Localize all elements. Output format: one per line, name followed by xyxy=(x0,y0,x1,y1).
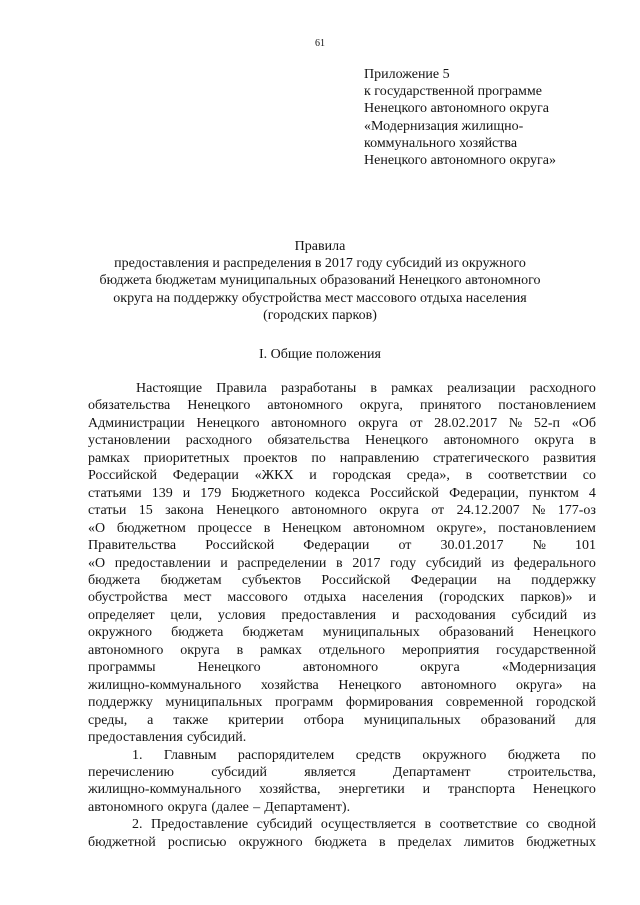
word: автономного xyxy=(88,799,164,815)
word: и xyxy=(309,468,317,484)
text-line xyxy=(88,764,596,781)
text-line xyxy=(88,415,596,432)
word: в xyxy=(263,520,271,536)
title-line: округа на поддержку обустройства мест массового отдыха населения xyxy=(113,290,527,306)
word: от xyxy=(398,538,412,554)
word: и xyxy=(588,590,596,606)
word: также xyxy=(173,712,209,728)
word: 15 xyxy=(138,503,153,519)
word: округа xyxy=(420,660,460,676)
word: проектов xyxy=(243,450,298,466)
word: и xyxy=(182,485,191,501)
text-line xyxy=(88,589,596,606)
word: государственной xyxy=(496,642,596,658)
word: соответствие xyxy=(439,817,518,833)
word: бюджета xyxy=(507,747,561,763)
paragraph-0 xyxy=(88,380,596,747)
word: автономного xyxy=(88,642,164,658)
word: принятого xyxy=(419,398,482,414)
word: Ненецкого xyxy=(196,415,260,431)
word: для xyxy=(575,712,596,728)
word: в xyxy=(378,834,386,850)
word: предоставлении xyxy=(114,555,211,571)
text-line xyxy=(88,659,596,676)
word: хозяйства, xyxy=(259,782,321,798)
page-number: 61 xyxy=(315,38,325,49)
word: «Модернизация xyxy=(501,660,596,676)
appendix-line: «Модернизация жилищно- xyxy=(364,118,524,134)
word: обязательства xyxy=(267,433,350,449)
word: субсидий xyxy=(511,607,568,623)
word: городской xyxy=(536,695,596,711)
word: субъектов xyxy=(241,572,302,588)
title-line: (городских парков) xyxy=(263,307,377,323)
word: федерального xyxy=(513,555,596,571)
word: предоставления xyxy=(281,607,377,623)
word: программы xyxy=(88,660,156,676)
word: 24.12.2007 xyxy=(456,503,520,519)
word: году xyxy=(389,555,417,571)
word: бюджета xyxy=(171,625,224,641)
word: строительства, xyxy=(507,764,596,780)
word: населения xyxy=(362,590,424,606)
word: а xyxy=(147,712,154,728)
word: программ xyxy=(275,695,334,711)
word: окружного xyxy=(422,747,487,763)
text-line xyxy=(88,712,596,729)
word: Ненецкого xyxy=(197,660,261,676)
word: 101 xyxy=(575,538,596,554)
word: бюджета xyxy=(314,834,367,850)
word: Ненецкого xyxy=(338,677,402,693)
word: № xyxy=(508,415,523,431)
word: муниципальных xyxy=(165,695,263,711)
word: 2017 xyxy=(352,555,381,571)
word: Российской xyxy=(321,572,391,588)
word: бюджетной xyxy=(88,834,156,850)
word: распорядителем xyxy=(237,747,335,763)
section-heading: I. Общие положения xyxy=(259,347,381,362)
word: направлению xyxy=(339,450,420,466)
word: (городских xyxy=(439,590,505,606)
word: автономного xyxy=(302,660,379,676)
appendix-line: к государственной программе xyxy=(364,84,542,100)
word: постановлением xyxy=(498,398,596,414)
word: образований xyxy=(438,625,514,641)
word: – xyxy=(253,799,261,815)
word: автономного xyxy=(421,677,497,693)
word: Ненецкого xyxy=(187,398,251,414)
word: Ненецкого xyxy=(216,503,280,519)
word: Российской xyxy=(205,538,275,554)
word: обязательства xyxy=(88,398,171,414)
word: (далее xyxy=(211,799,249,815)
word: рамках xyxy=(391,381,433,396)
word: поддержку xyxy=(531,572,596,588)
word: лимитов xyxy=(463,834,515,850)
text-line xyxy=(88,380,596,397)
word: Федерации xyxy=(410,572,477,588)
word: и xyxy=(391,607,400,623)
text-line xyxy=(88,537,596,554)
text-line xyxy=(88,694,596,711)
text-line xyxy=(88,799,596,816)
word: мест xyxy=(183,590,212,606)
word: Департамент xyxy=(392,764,471,780)
word: Главным xyxy=(163,747,217,763)
word: жилищно-коммунального xyxy=(88,677,242,693)
word: субсидий xyxy=(425,555,482,571)
word: Ненецкого xyxy=(365,433,429,449)
word: от xyxy=(409,415,423,431)
text-line xyxy=(88,677,596,694)
appendix-block xyxy=(364,66,614,169)
word: № xyxy=(531,503,546,519)
word: на xyxy=(582,677,596,693)
word: формирования xyxy=(345,695,434,711)
word: от xyxy=(431,503,445,519)
word: Ненецкого xyxy=(532,625,596,641)
word: обустройства xyxy=(88,590,168,606)
word: закона xyxy=(165,503,204,519)
text-line xyxy=(88,450,596,467)
word: соответствии xyxy=(487,468,568,484)
word: среда», xyxy=(406,468,450,484)
word: округа xyxy=(180,642,220,658)
word: Бюджетного xyxy=(231,485,305,501)
word: стратегического xyxy=(432,450,530,466)
word: «О xyxy=(88,520,106,536)
word: хозяйства xyxy=(260,677,319,693)
appendix-line: коммунального хозяйства xyxy=(364,135,518,151)
word: субсидий xyxy=(256,817,313,833)
word: Ненецком xyxy=(282,520,342,536)
word: городская xyxy=(332,468,392,484)
word: бюджета xyxy=(88,572,141,588)
word: округа xyxy=(534,433,574,449)
word: 1. xyxy=(132,747,143,763)
word: окружного xyxy=(238,834,303,850)
word: муниципальных xyxy=(363,712,461,728)
word: «Об xyxy=(571,415,596,431)
word: 177-оз xyxy=(557,503,596,519)
word: автономного xyxy=(291,503,367,519)
word: приоритетных xyxy=(143,450,230,466)
word: отдыха xyxy=(303,590,347,606)
word: является xyxy=(304,764,356,780)
word: в xyxy=(236,642,244,658)
text-line xyxy=(88,467,596,484)
word: массового xyxy=(227,590,288,606)
word: округа xyxy=(358,415,398,431)
word: расходного xyxy=(185,433,253,449)
word: из xyxy=(582,607,596,623)
text-line xyxy=(88,834,596,851)
word: пунктом xyxy=(528,485,579,501)
word: условия xyxy=(217,607,266,623)
word: средств xyxy=(355,747,402,763)
word: Правительства xyxy=(88,538,177,554)
word: среды, xyxy=(88,712,128,728)
word: рамках xyxy=(88,450,130,466)
word: автономного xyxy=(267,398,343,414)
title-heading: Правила xyxy=(294,239,346,254)
word: статьи xyxy=(88,503,127,519)
word: Федерации, xyxy=(449,485,519,501)
word: 4 xyxy=(588,485,596,501)
word: автономного xyxy=(271,415,347,431)
word: перечислению xyxy=(88,764,174,780)
word: бюджетам xyxy=(160,572,222,588)
word: муниципальных xyxy=(322,625,420,641)
word: Правила xyxy=(216,381,267,396)
word: осуществляется xyxy=(320,817,416,833)
word: округа xyxy=(379,503,419,519)
word: кодекса xyxy=(314,485,361,501)
word: жилищно-коммунального xyxy=(88,782,242,798)
text-line xyxy=(88,520,596,537)
word: мероприятия xyxy=(401,642,480,658)
text-line xyxy=(88,485,596,502)
word: бюджетам xyxy=(242,625,304,641)
word: 28.02.2017 xyxy=(434,415,498,431)
word: современной xyxy=(445,695,524,711)
text-line xyxy=(88,642,596,659)
word: округе», xyxy=(436,520,487,536)
word: росписью xyxy=(167,834,227,850)
word: поддержку xyxy=(88,695,153,711)
text-line xyxy=(88,747,596,764)
word: 52-п xyxy=(533,415,561,431)
word: субсидий xyxy=(211,764,267,780)
word: Федерации xyxy=(303,538,370,554)
text-line xyxy=(88,572,596,589)
word: сводной xyxy=(547,817,596,833)
word: № xyxy=(532,538,546,554)
word: расходования xyxy=(415,607,496,623)
word: пределах xyxy=(397,834,452,850)
word: образований xyxy=(480,712,556,728)
title-line: предоставления и распределения в 2017 году субсидий из окружного xyxy=(114,256,526,272)
word: окружного xyxy=(88,625,152,641)
word: парков)» xyxy=(520,590,573,606)
word: распределении xyxy=(237,555,327,571)
word: бюджетных xyxy=(526,834,596,850)
text-line xyxy=(88,432,596,449)
word: реализации xyxy=(447,381,516,396)
word: статьями xyxy=(88,485,142,501)
word: в xyxy=(370,381,377,396)
word: округа xyxy=(167,799,208,815)
word: бюджетном xyxy=(116,520,186,536)
word: отдельного xyxy=(318,642,386,658)
word: Российской xyxy=(370,485,440,501)
word: автономном xyxy=(353,520,425,536)
word: энергетики xyxy=(338,782,405,798)
word: на xyxy=(497,572,511,588)
word: Настоящие xyxy=(136,381,203,396)
text-line xyxy=(88,781,596,798)
word: Администрации xyxy=(88,415,185,431)
word: отбора xyxy=(303,712,344,728)
word: по xyxy=(581,747,596,763)
word: развития xyxy=(543,450,596,466)
word: со xyxy=(525,817,540,833)
appendix-line: Приложение 5 xyxy=(364,67,450,82)
word: 139 xyxy=(151,485,173,501)
text-line xyxy=(88,729,596,746)
word: предоставления xyxy=(88,730,183,746)
word: и xyxy=(220,555,228,571)
word: и xyxy=(422,782,431,798)
word: «ЖКХ xyxy=(254,468,294,484)
word: Федерации xyxy=(172,468,239,484)
paragraph-1 xyxy=(88,747,596,817)
word: округа» xyxy=(516,677,563,693)
word: разработаны xyxy=(280,381,357,396)
appendix-line: Ненецкого автономного округа xyxy=(364,101,549,117)
text-line xyxy=(88,607,596,624)
word: Ненецкого xyxy=(532,782,596,798)
body-text xyxy=(88,380,596,851)
word: 30.01.2017 xyxy=(440,538,504,554)
word: 179 xyxy=(200,485,222,501)
word: по xyxy=(311,450,326,466)
word: из xyxy=(491,555,505,571)
appendix-line: Ненецкого автономного округа» xyxy=(364,153,556,169)
word: в xyxy=(589,433,596,449)
word: со xyxy=(582,468,596,484)
word: округа, xyxy=(359,398,403,414)
word: «О xyxy=(88,555,106,571)
document-title xyxy=(60,238,580,324)
word: расходного xyxy=(529,381,596,396)
word: критерии xyxy=(228,712,284,728)
text-line xyxy=(88,502,596,519)
text-line xyxy=(88,555,596,572)
word: автономного xyxy=(443,433,519,449)
word: постановлением xyxy=(498,520,596,536)
word: рамках xyxy=(259,642,302,658)
title-line: бюджета бюджетам муниципальных образований Ненецкого автономного xyxy=(99,273,541,289)
word: субсидий. xyxy=(186,730,247,746)
word: определяет xyxy=(88,607,155,623)
word: 2. xyxy=(132,817,143,833)
word: Департамент). xyxy=(264,799,351,815)
word: в xyxy=(424,817,432,833)
word: в xyxy=(336,555,343,571)
word: Российской xyxy=(88,468,157,484)
word: цели, xyxy=(170,607,203,623)
word: Предоставление xyxy=(150,817,249,833)
word: процессе xyxy=(197,520,252,536)
word: установлении xyxy=(88,433,171,449)
text-line xyxy=(88,816,596,833)
text-line xyxy=(88,624,596,641)
paragraph-2 xyxy=(88,816,596,851)
word: транспорта xyxy=(448,782,516,798)
word: в xyxy=(465,468,473,484)
text-line xyxy=(88,397,596,414)
